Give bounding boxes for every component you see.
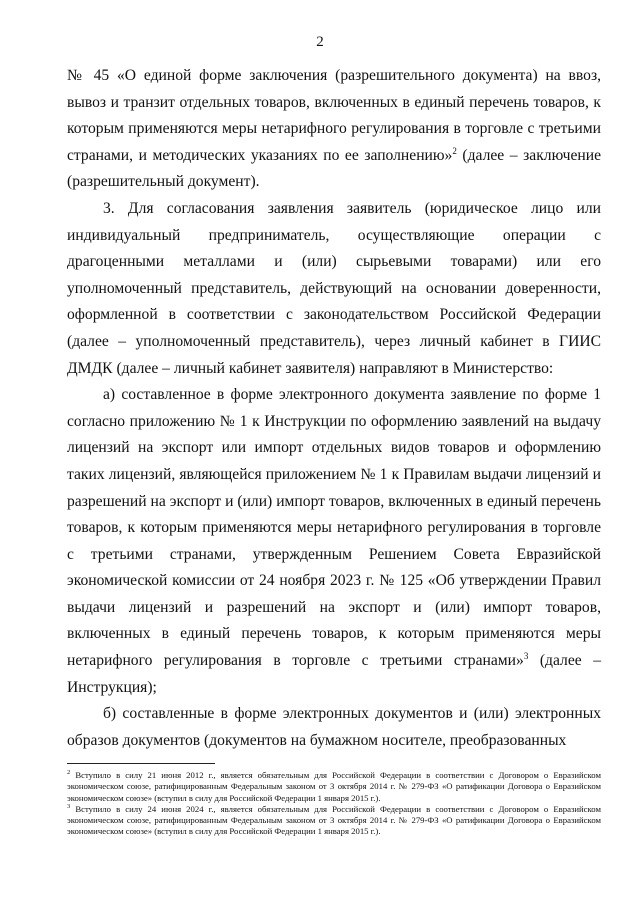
footnote-text: Вступило в силу 24 июня 2024 г., является обязательным для Российской Федерации в соответствии с Договором о Евразийском экономическом союзе, ратифицированным Федеральным законом от 3 октября 2014 г. № 279-ФЗ «О ратификации Договора о Евразийском экономическом союзе» (вступил в силу для Российской Федерации 1 января 2015 г.). [67,803,601,837]
footnote-ref-3: 3 [523,650,529,661]
paragraph-text: б) составленные в форме электронных документов и (или) электронных образов документов (документов на бумажном носителе, преобразованных [67,705,601,749]
footnote-2 [67,770,601,804]
footnote-mark: 2 [67,769,71,777]
footnote-ref-2: 2 [452,145,457,156]
paragraph-text: № 45 «О единой форме заключения (разрешительного документа) на ввоз, вывоз и транзит отдельных товаров, включенных в единый перечень товаров, к которым применяются меры нетарифного регулирования в торговле с третьими странами, и методических указаниях по ее заполнению» [67,67,601,164]
footnote-3 [67,804,601,838]
footnote-mark: 3 [67,803,71,810]
footnote-separator [67,763,215,764]
paragraph-text-tail: (далее – заключение (разрешительный документ). [67,146,602,191]
footnote-text: Вступило в силу 21 июня 2012 г., является обязательным для Российской Федерации в соответствии с Договором о Евразийском экономическом союзе, ратифицированным Федеральным законом от 3 октября 2014 г. № 279-ФЗ «О ратификации Договора о Евразийском экономическом союзе» (вступил в силу для Российской Федерации 1 января 2015 г.). [67,770,601,803]
footnotes [67,770,601,838]
paragraph-continuation [67,63,601,196]
paragraph-3a [67,382,601,701]
paragraph-3 [67,196,601,382]
document-body [67,63,601,754]
paragraph-text-tail: (далее – Инструкция); [67,652,602,696]
paragraph-3b [67,701,601,754]
paragraph-text: а) составленное в форме электронного документа заявление по форме 1 согласно приложению № 1 к Инструкции по оформлению заявлений на выдачу лицензий на экспорт или импорт отдельных видов товаров и оформлению таких лицензий, являющейся приложением № 1 к Правилам выдачи лицензий и разрешений на экспорт и (или) импорт товаров, включенных в единый перечень товаров, к которым применяются меры нетарифного регулирования в торговле с третьими странами, утвержденным Решением Совета Евразийской экономической комиссии от 24 ноября 2023 г. № 125 «Об утверждении Правил выдачи лицензий и разрешений на экспорт и (или) импорт товаров, включенных в единый перечень товаров, к которым применяются меры нетарифного регулирования в торговле с третьими странами» [67,386,601,670]
page-number: 2 [316,34,324,50]
paragraph-text: 3. Для согласования заявления заявитель (юридическое лицо или индивидуальный предприниматель, осуществляющие операции с драгоценными металлами и (или) сырьевыми товарами) или его уполномоченный представитель, действующий на основании доверенности, оформленной в соответствии с законодательством Российской Федерации (далее – уполномоченный представитель), через личный кабинет в ГИИС ДМДК (далее – личный кабинет заявителя) направляют в Министерство: [67,199,601,377]
